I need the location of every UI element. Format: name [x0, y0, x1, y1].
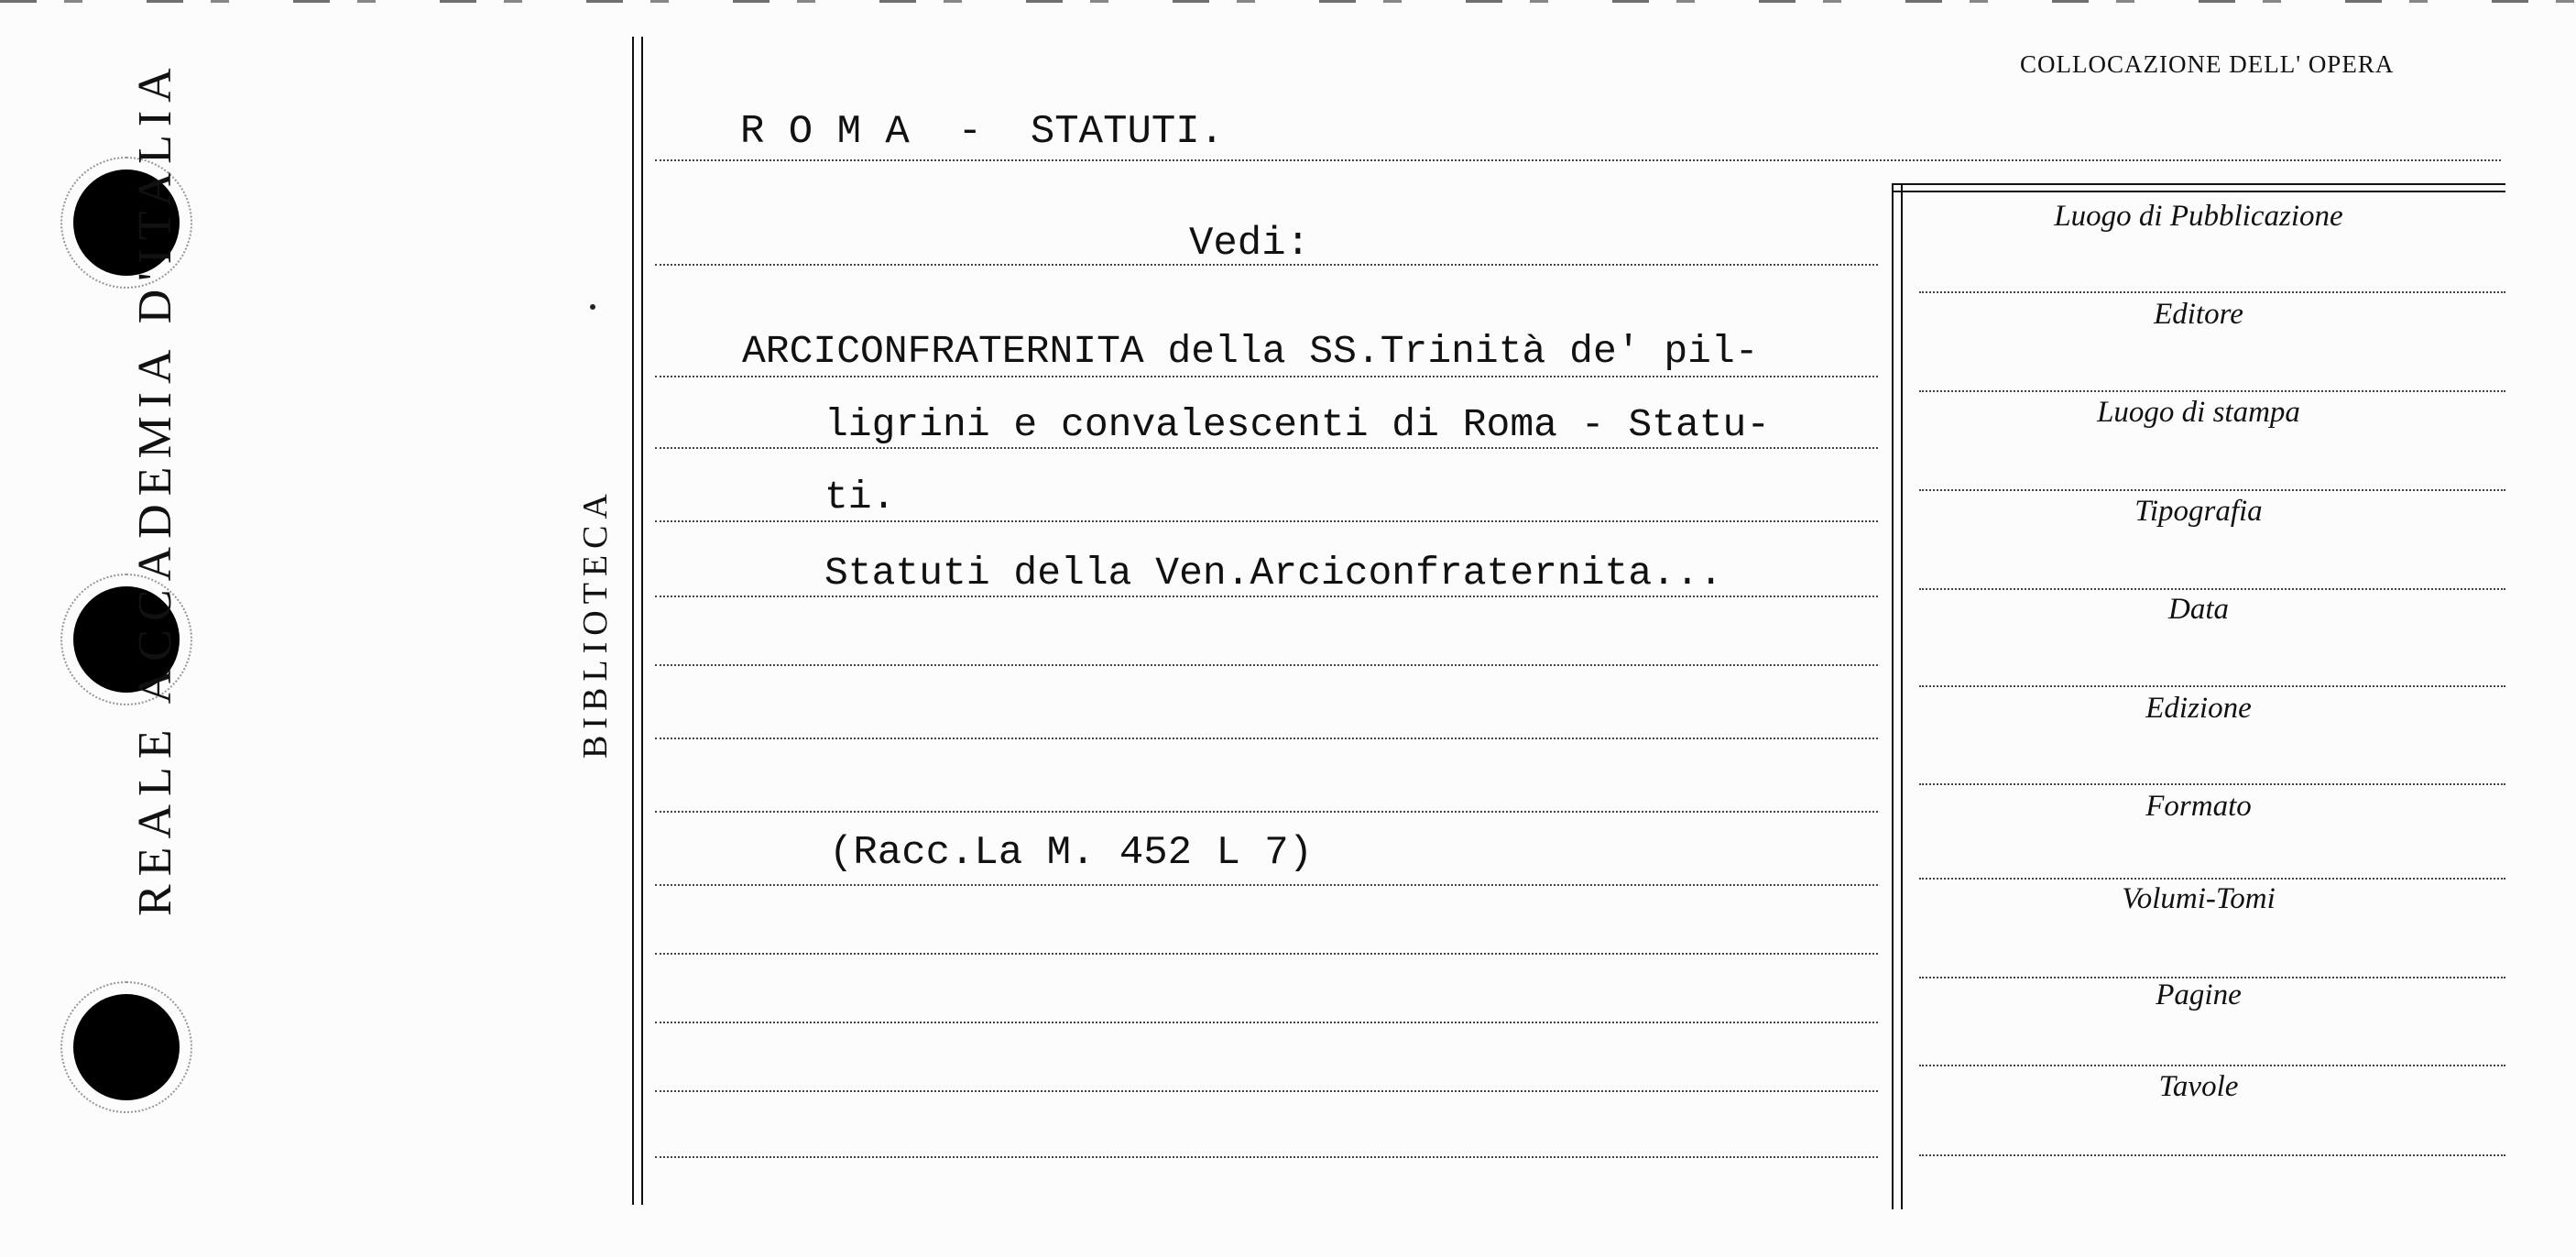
ink-speck: [590, 304, 595, 310]
field-plates: Tavole: [2158, 1070, 2239, 1103]
institution-department: BIBLIOTECA: [576, 487, 615, 759]
entry-line: ligrini e convalescenti di Roma - Statu-: [824, 402, 1771, 447]
shelfmark: (Racc.La M. 452 L 7): [829, 830, 1314, 876]
field-line: [1919, 390, 2505, 392]
entry-line: ti.: [824, 475, 896, 519]
ruled-line: [655, 1090, 1878, 1092]
field-date: Data: [2168, 593, 2229, 626]
box-top-rule-inner: [1892, 191, 2505, 192]
entry-line: Statuti della Ven.Arciconfraternita...: [824, 551, 1723, 596]
field-pages: Pagine: [2156, 978, 2242, 1011]
institution-name: REALE ACCADEMIA D'ITALIA: [129, 60, 181, 916]
ruled-line: [655, 664, 1878, 666]
field-volumes: Volumi-Tomi: [2122, 882, 2276, 915]
field-publisher: Editore: [2154, 298, 2243, 331]
ruled-line: [655, 884, 1878, 886]
ruled-line: [655, 1156, 1878, 1158]
field-line: [1919, 783, 2505, 785]
card-top-edge: [0, 0, 2576, 3]
field-line: [1919, 291, 2505, 293]
field-line: [1919, 588, 2505, 590]
subject-heading: R O M A - STATUTI.: [740, 109, 1225, 155]
field-line: [1919, 1065, 2505, 1066]
location-header: COLLOCAZIONE DELL' OPERA: [2020, 50, 2395, 78]
field-edition: Edizione: [2145, 692, 2252, 725]
field-line: [1919, 685, 2505, 687]
ruled-line: [655, 376, 1878, 377]
see-also-label: Vedi:: [1189, 221, 1311, 267]
punch-hole-bottom: [73, 994, 180, 1100]
field-line: [1919, 1154, 2505, 1156]
box-top-rule: [1892, 183, 2505, 185]
ruled-line: [655, 953, 1878, 955]
ruled-line: [655, 1022, 1878, 1023]
field-format: Formato: [2145, 790, 2252, 823]
field-line: [1919, 878, 2505, 880]
left-rule-inner: [641, 37, 643, 1205]
ruled-line: [655, 738, 1878, 739]
entry-line: ARCICONFRATERNITA della SS.Trinità de' pil-: [742, 329, 1759, 374]
field-printer: Tipografia: [2134, 495, 2263, 528]
field-line: [1919, 489, 2505, 491]
left-rule-outer: [632, 37, 634, 1205]
ruled-line: [655, 811, 1878, 813]
publication-details-box: [1892, 183, 2505, 1209]
ruled-line: [655, 159, 2501, 161]
field-place-of-printing: Luogo di stampa: [2097, 396, 2300, 429]
field-place-of-publication: Luogo di Pubblicazione: [2054, 200, 2343, 233]
